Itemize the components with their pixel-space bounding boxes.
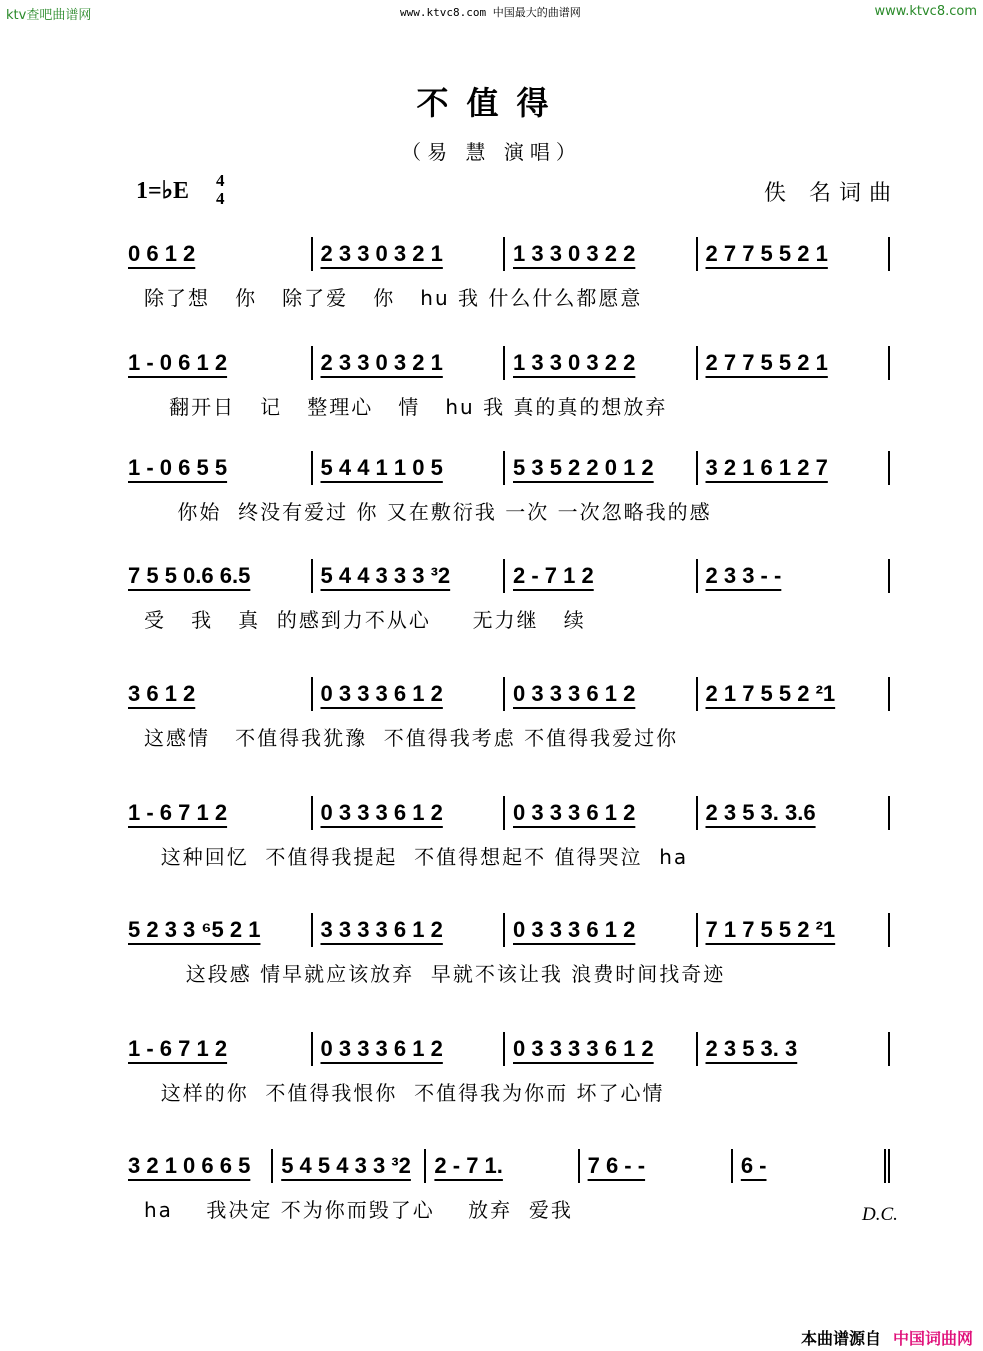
measure: 1 - 6 7 1 2: [120, 1032, 313, 1066]
measure: 0 3 3 3 6 1 2: [505, 677, 698, 711]
measure: 0 3 3 3 6 1 2: [313, 796, 506, 830]
da-capo-mark: D.C.: [862, 1204, 898, 1225]
measure: 2 3 5 3. 3.6: [698, 796, 891, 830]
measure: 0 6 1 2: [120, 237, 313, 271]
notes-row: [120, 236, 890, 272]
measure: 1 - 0 6 1 2: [120, 346, 313, 380]
lyrics-row: 这样的你 不值得我恨你 不值得我为你而 坏了心情: [144, 1081, 665, 1105]
measure: 1 - 0 6 5 5: [120, 451, 313, 485]
measure: 5 3 5 2 2 0 1 2: [505, 451, 698, 485]
measure: 0 3 3 3 6 1 2: [505, 796, 698, 830]
song-title: 不值得: [416, 84, 567, 122]
measure: 3 3 3 3 6 1 2: [313, 913, 506, 947]
lyrics-row: 翻开日 记 整理心 情 hu 我 真的真的想放弃: [144, 395, 668, 419]
footer-source: [801, 1326, 973, 1349]
singer: （易 慧 演唱）: [401, 140, 582, 164]
score-line: [120, 795, 890, 870]
measure: 5 4 5 4 3 3 ³2: [273, 1149, 426, 1183]
measure: 1 3 3 0 3 2 2: [505, 346, 698, 380]
footer-source-label: 本曲谱源自: [800, 1329, 881, 1348]
time-signature: [216, 172, 225, 208]
lyrics-row: ha 我决定 不为你而毁了心 放弃 爱我: [144, 1198, 573, 1222]
measure: 7 1 7 5 5 2 ²1: [698, 913, 891, 947]
footer-site-link[interactable]: 中国词曲网: [892, 1329, 973, 1348]
lyrics-row: 你始 终没有爱过 你 又在敷衍我 一次 一次忽略我的感: [144, 500, 712, 524]
score-line: [120, 558, 890, 633]
notes-row: [120, 450, 890, 486]
measure: 2 3 3 - -: [698, 559, 891, 593]
notes-row: [120, 1148, 890, 1184]
measure: 0 3 3 3 6 1 2: [505, 913, 698, 947]
notes-row: [120, 558, 890, 594]
measure: 7 5 5 0.6 6.5: [120, 559, 313, 593]
score-line: [120, 912, 890, 987]
measure: 5 4 4 3 3 3 ³2: [313, 559, 506, 593]
meter-top: 4: [216, 171, 225, 190]
lyrics-row: 这段感 情早就应该放弃 早就不该让我 浪费时间找奇迹: [144, 962, 726, 986]
meter-bottom: 4: [216, 189, 225, 208]
composer: 佚 名词曲: [764, 181, 899, 206]
score-line: [120, 676, 890, 751]
lyrics-row: 这感情 不值得我犹豫 不值得我考虑 不值得我爱过你: [144, 726, 679, 750]
measure: 0 3 3 3 6 1 2: [313, 1032, 506, 1066]
measure: 2 3 3 0 3 2 1: [313, 237, 506, 271]
measure: 2 1 7 5 5 2 ²1: [698, 677, 891, 711]
measure: 1 - 6 7 1 2: [120, 796, 313, 830]
notes-row: [120, 795, 890, 831]
measure: 2 3 5 3. 3: [698, 1032, 891, 1066]
measure: 1 3 3 0 3 2 2: [505, 237, 698, 271]
score-line: [120, 450, 890, 525]
measure: 3 2 1 6 1 2 7: [698, 451, 891, 485]
notes-row: [120, 676, 890, 712]
notes-row: [120, 345, 890, 381]
measure: 2 3 3 0 3 2 1: [313, 346, 506, 380]
measure: 0 3 3 3 6 1 2: [313, 677, 506, 711]
notes-row: [120, 1031, 890, 1067]
key-signature: 1=♭E: [136, 178, 190, 204]
measure: 3 6 1 2: [120, 677, 313, 711]
measure: 2 7 7 5 5 2 1: [698, 237, 891, 271]
site-logo-left[interactable]: ktv查吧曲谱网: [6, 8, 92, 23]
measure: 0 3 3 3 3 6 1 2: [505, 1032, 698, 1066]
measure: 2 - 7 1.: [426, 1149, 579, 1183]
score-line: [120, 1031, 890, 1106]
measure: 7 6 - -: [580, 1149, 733, 1183]
measure: 5 4 4 1 1 0 5: [313, 451, 506, 485]
lyrics-row: 受 我 真 的感到力不从心 无力继 续: [144, 608, 586, 632]
measure: 6 -: [733, 1149, 890, 1183]
score-line: [120, 1148, 890, 1223]
site-url-right[interactable]: www.ktvc8.com: [874, 4, 977, 19]
measure: 5 2 3 3 ⁶5 2 1: [120, 913, 313, 947]
measure: 3 2 1 0 6 6 5: [120, 1149, 273, 1183]
notes-row: [120, 912, 890, 948]
measure: 2 7 7 5 5 2 1: [698, 346, 891, 380]
score-line: [120, 236, 890, 311]
site-banner: www.ktvc8.com 中国最大的曲谱网: [400, 6, 581, 19]
lyrics-row: 这种回忆 不值得我提起 不值得想起不 值得哭泣 ha: [144, 845, 689, 869]
score-line: [120, 345, 890, 420]
lyrics-row: 除了想 你 除了爱 你 hu 我 什么什么都愿意: [144, 286, 643, 310]
measure: 2 - 7 1 2: [505, 559, 698, 593]
